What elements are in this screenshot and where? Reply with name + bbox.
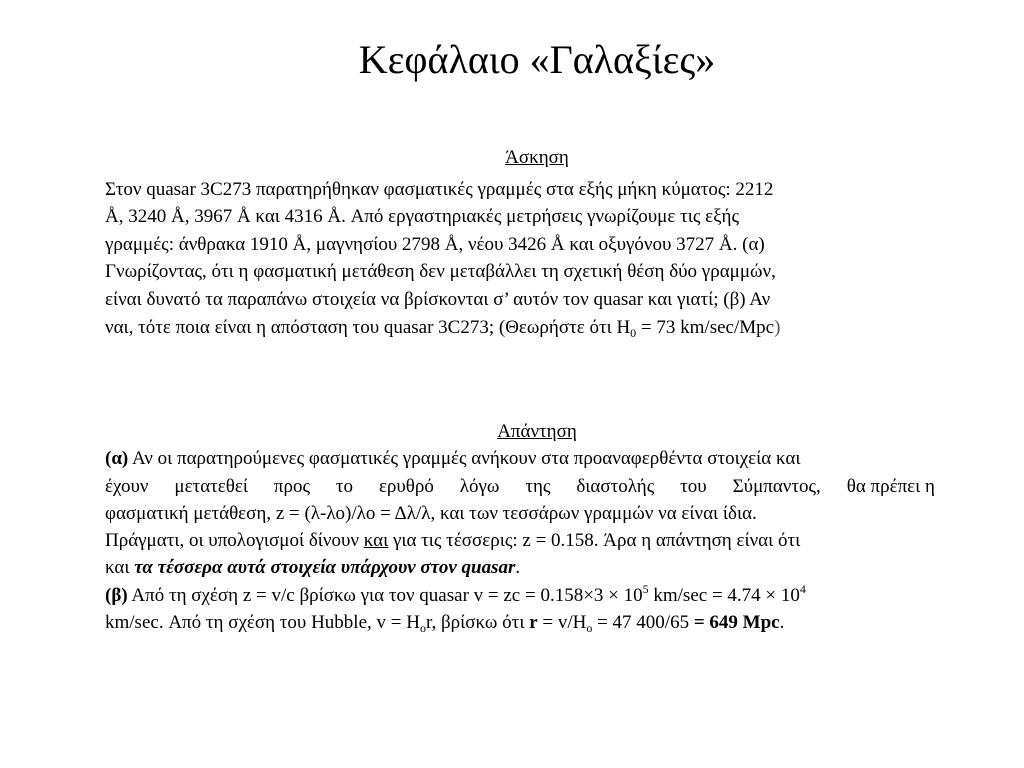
answer-word: του bbox=[680, 476, 707, 497]
exercise-line-6 bbox=[105, 316, 780, 340]
exercise-line-2: Å, 3240 Å, 3967 Å και 4316 Å. Από εργαστηριακές μετρήσεις γνωρίζουμε τις εξής bbox=[105, 206, 739, 227]
answer-line-6 bbox=[105, 584, 806, 608]
exercise-heading: Άσκηση bbox=[505, 147, 569, 168]
final-distance: = 649 Mpc bbox=[693, 612, 780, 633]
answer-line-4-end: για τις τέσσερις: z = 0.158. Άρα η απάντηση είναι ότι bbox=[388, 530, 801, 551]
answer-heading: Απάντηση bbox=[497, 421, 577, 442]
answer-line-5 bbox=[105, 556, 520, 580]
answer-word: διαστολής bbox=[576, 476, 655, 497]
answer-line-7-end: . bbox=[779, 612, 785, 633]
answer-conclusion: τα τέσσερα αυτά στοιχεία υπάρχουν στον quasar bbox=[134, 557, 516, 578]
answer-line-1 bbox=[105, 447, 800, 471]
exercise-line-6-text: ναι, τότε ποια είναι η απόσταση του quasar 3C273; (Θεωρήστε ότι H bbox=[105, 317, 631, 338]
hubble-subscript-o: o bbox=[419, 621, 426, 635]
answer-word: λόγω bbox=[459, 476, 500, 497]
exercise-line-3: γραμμές: άνθρακα 1910 Å, μαγνησίου 2798 Å, νέου 3426 Å και οξυγόνου 3727 Å. (α) bbox=[105, 234, 765, 255]
answer-word: έχουν bbox=[105, 476, 149, 497]
answer-line-3: φασματική μετάθεση, z = (λ-λο)/λο = Δλ/λ, και των τεσσάρων γραμμών να είναι ίδια. bbox=[105, 503, 757, 524]
answer-line-7 bbox=[105, 611, 784, 635]
answer-word: της bbox=[525, 476, 551, 497]
hubble-subscript: 0 bbox=[630, 326, 637, 340]
answer-word: προς bbox=[273, 476, 310, 497]
exponent-4: 4 bbox=[799, 582, 806, 596]
exponent-5: 5 bbox=[642, 582, 649, 596]
exercise-line-1: Στον quasar 3C273 παρατηρήθηκαν φασματικές γραμμές στα εξής μήκη κύματος: 2212 bbox=[105, 179, 774, 200]
answer-word: ερυθρό bbox=[378, 476, 434, 497]
exercise-line-5: είναι δυνατό τα παραπάνω στοιχεία να βρίσκονται σ’ αυτόν τον quasar και γιατί; (β) Αν bbox=[105, 289, 771, 310]
answer-word: μετατεθεί bbox=[174, 476, 248, 497]
underlined-kai: και bbox=[363, 530, 389, 551]
answer-line-4 bbox=[105, 529, 800, 553]
hubble-subscript-o-2: o bbox=[586, 621, 593, 635]
answer-line-7-eq: = v/H bbox=[537, 612, 587, 633]
part-a-label: (α) bbox=[105, 448, 129, 469]
hubble-value: = 73 km/sec/Mpc bbox=[636, 317, 775, 338]
answer-line-6-text: Από τη σχέση z = v/c βρίσκω για τον quasar v = zc = 0.158×3 × 10 bbox=[127, 585, 643, 606]
exercise-line-4: Γνωρίζοντας, ότι η φασματική μετάθεση δεν μεταβάλλει τη σχετική θέση δύο γραμμών, bbox=[105, 261, 776, 282]
answer-line-1-text: Αν οι παρατηρούμενες φασματικές γραμμές ανήκουν στα προαναφερθέντα στοιχεία και bbox=[128, 448, 801, 469]
answer-line-5-start: και bbox=[105, 557, 135, 578]
answer-line-7-mid: r, βρίσκω ότι bbox=[425, 612, 530, 633]
answer-line-7-calc: = 47 400/65 bbox=[592, 612, 694, 633]
answer-line-6-mid: km/sec = 4.74 × 10 bbox=[648, 585, 800, 606]
distance-symbol: r bbox=[529, 612, 538, 633]
answer-line-2 bbox=[105, 475, 935, 499]
closing-paren: ) bbox=[774, 317, 781, 338]
answer-line-5-end: . bbox=[515, 557, 521, 578]
answer-word: Σύμπαντος, bbox=[732, 476, 821, 497]
answer-word: θα πρέπει η bbox=[846, 476, 935, 497]
answer-word: το bbox=[335, 476, 354, 497]
part-b-label: (β) bbox=[105, 585, 128, 606]
answer-line-4-start: Πράγματι, οι υπολογισμοί δίνουν bbox=[105, 530, 364, 551]
slide-title: Κεφάλαιο «Γαλαξίες» bbox=[358, 37, 716, 82]
answer-line-7-text: km/sec. Από τη σχέση του Hubble, v = H bbox=[105, 612, 420, 633]
